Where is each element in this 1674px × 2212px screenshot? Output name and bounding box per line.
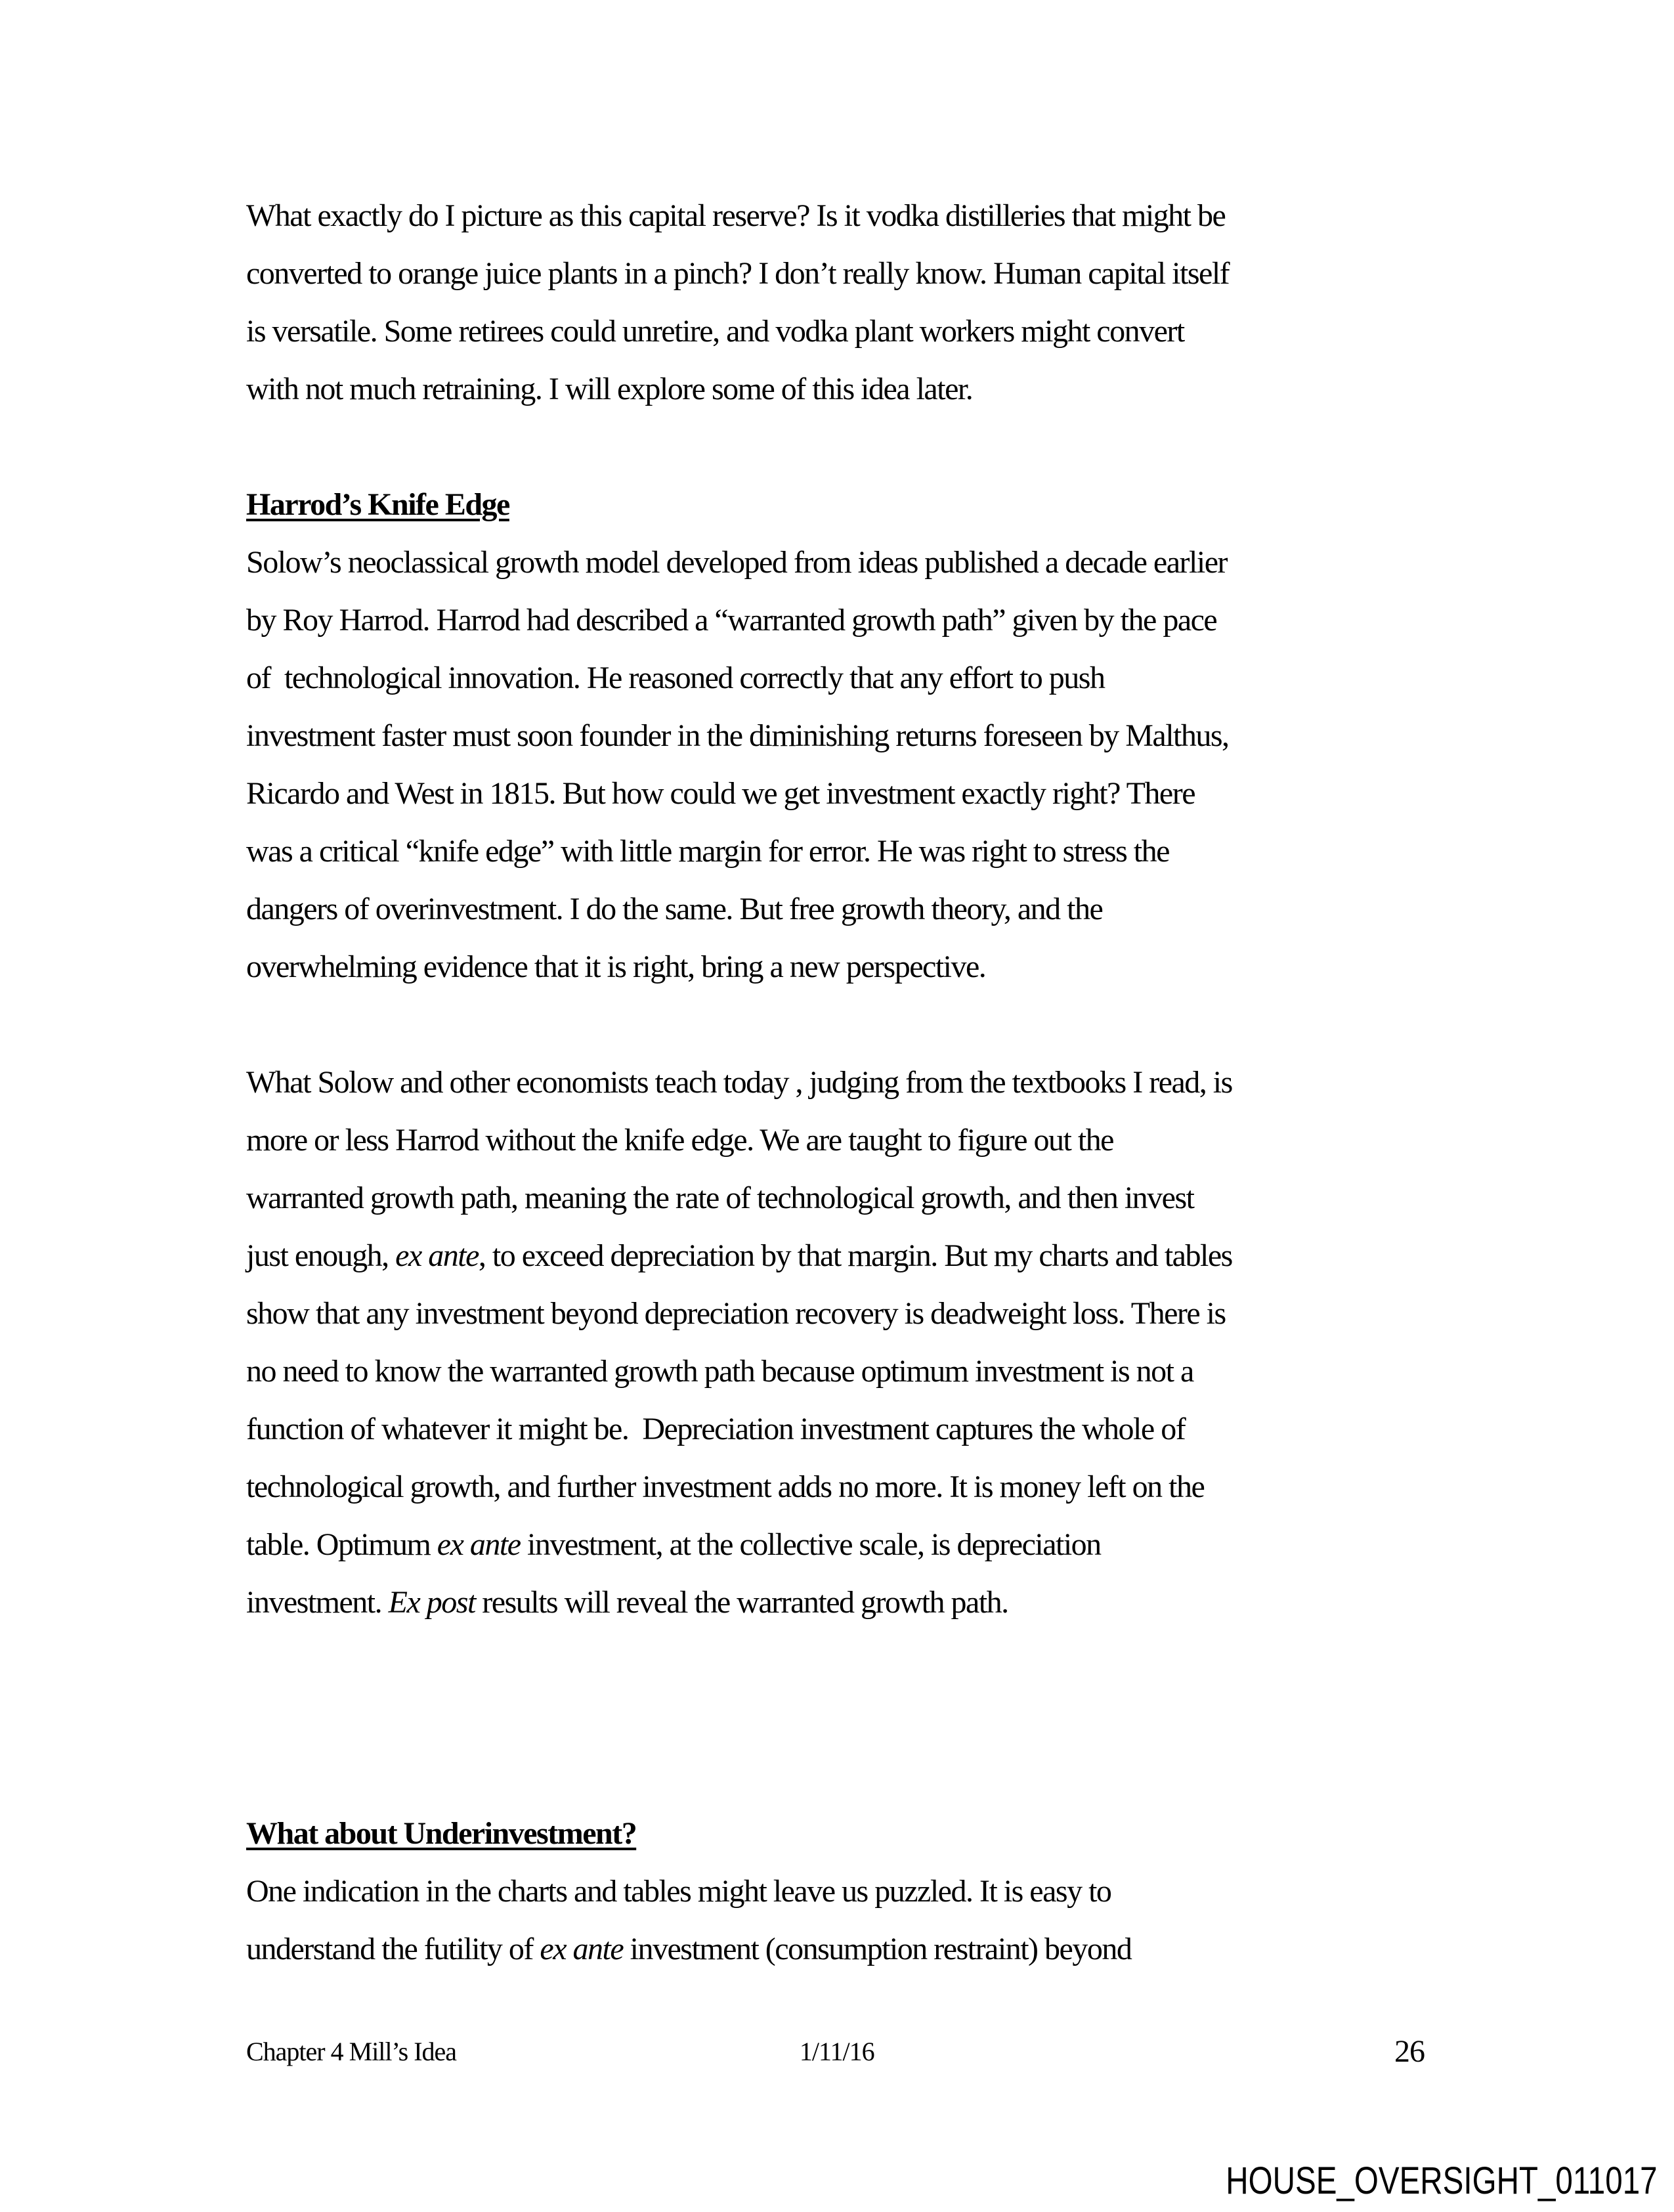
- text-line: [246, 1169, 1428, 1227]
- line-spacer: [246, 1632, 1428, 1689]
- text-run: , to exceed depreciation by that margin. But my charts and tables: [478, 1238, 1232, 1273]
- section-heading: [246, 476, 1428, 534]
- text-line: [246, 245, 1428, 303]
- text-run: investment (consumption restraint) beyond: [623, 1932, 1132, 1966]
- text-line: [246, 1458, 1428, 1516]
- text-run: understand the futility of: [246, 1932, 540, 1966]
- text-line: [246, 360, 1428, 418]
- text-run: What about Underinvestment?: [246, 1816, 637, 1851]
- text-run: results will reveal the warranted growth path.: [475, 1585, 1008, 1620]
- text-run: more or less Harrod without the knife edge. We are taught to figure out the: [246, 1123, 1113, 1158]
- text-line: [246, 880, 1428, 938]
- line-spacer: [246, 996, 1428, 1054]
- text-line: [246, 1400, 1428, 1458]
- text-run: by Roy Harrod. Harrod had described a “warranted growth path” given by the pace: [246, 603, 1217, 638]
- text-line: [246, 1112, 1428, 1169]
- heading-text: [246, 487, 509, 522]
- text-run: is versatile. Some retirees could unretire, and vodka plant workers might convert: [246, 314, 1184, 349]
- line-spacer: [246, 418, 1428, 476]
- paragraph: [246, 534, 1428, 996]
- text-run: Solow’s neoclassical growth model developed from ideas published a decade earlier: [246, 545, 1227, 580]
- document-body: [246, 187, 1428, 1978]
- text-run: investment.: [246, 1585, 389, 1620]
- footer-chapter-label: Chapter 4 Mill’s Idea: [246, 2037, 457, 2066]
- line-spacer: [246, 1689, 1428, 1747]
- text-run: investment, at the collective scale, is depreciation: [520, 1527, 1101, 1562]
- text-run: warranted growth path, meaning the rate of technological growth, and then invest: [246, 1181, 1194, 1215]
- text-line: [246, 765, 1428, 823]
- text-line: [246, 1516, 1428, 1574]
- text-line: [246, 938, 1428, 996]
- text-line: [246, 534, 1428, 592]
- italic-text-run: Ex post: [388, 1585, 475, 1620]
- text-run: converted to orange juice plants in a pinch? I don’t really know. Human capital itself: [246, 256, 1230, 291]
- text-line: [246, 1805, 1428, 1863]
- paragraph: [246, 1863, 1428, 1978]
- italic-text-run: ex ante: [395, 1238, 479, 1273]
- text-run: no need to know the warranted growth path because optimum investment is not a: [246, 1354, 1193, 1389]
- text-line: [246, 187, 1428, 245]
- text-line: [246, 823, 1428, 880]
- text-line: [246, 476, 1428, 534]
- italic-text-run: ex ante: [540, 1932, 624, 1966]
- bates-stamp: HOUSE_OVERSIGHT_011017: [1226, 2159, 1658, 2202]
- text-run: of technological innovation. He reasoned correctly that any effort to push: [246, 661, 1105, 695]
- section-heading: [246, 1805, 1428, 1863]
- text-run: technological growth, and further investment adds no more. It is money left on the: [246, 1469, 1205, 1504]
- page-number: 26: [1394, 2034, 1425, 2069]
- text-line: [246, 303, 1428, 360]
- text-run: was a critical “knife edge” with little margin for error. He was right to stress the: [246, 834, 1169, 869]
- paragraph: [246, 1054, 1428, 1632]
- footer-date: 1/11/16: [799, 2037, 874, 2066]
- text-run: show that any investment beyond depreciation recovery is deadweight loss. There is: [246, 1296, 1226, 1331]
- italic-text-run: ex ante: [437, 1527, 521, 1562]
- text-run: dangers of overinvestment. I do the same. But free growth theory, and the: [246, 892, 1103, 926]
- paragraph: [246, 187, 1428, 418]
- text-run: One indication in the charts and tables might leave us puzzled. It is easy to: [246, 1874, 1111, 1909]
- text-run: function of whatever it might be. Depreciation investment captures the whole of: [246, 1412, 1186, 1446]
- text-run: What Solow and other economists teach today , judging from the textbooks I read, is: [246, 1065, 1232, 1100]
- text-run: table. Optimum: [246, 1527, 437, 1562]
- text-line: [246, 707, 1428, 765]
- text-run: Harrod’s Knife Edge: [246, 487, 509, 522]
- text-run: with not much retraining. I will explore some of this idea later.: [246, 372, 973, 406]
- line-spacer: [246, 1747, 1428, 1805]
- text-line: [246, 1574, 1428, 1632]
- text-line: [246, 1920, 1428, 1978]
- text-line: [246, 1285, 1428, 1343]
- heading-text: [246, 1816, 636, 1851]
- text-line: [246, 649, 1428, 707]
- page-footer: [246, 2035, 1425, 2075]
- text-line: [246, 1227, 1428, 1285]
- text-run: Ricardo and West in 1815. But how could we get investment exactly right? There: [246, 776, 1195, 811]
- text-line: [246, 1054, 1428, 1112]
- text-run: investment faster must soon founder in the diminishing returns foreseen by Malthus,: [246, 718, 1229, 753]
- text-run: What exactly do I picture as this capital reserve? Is it vodka distilleries that might be: [246, 198, 1226, 233]
- text-run: just enough,: [246, 1238, 396, 1273]
- text-line: [246, 592, 1428, 649]
- text-run: overwhelming evidence that it is right, bring a new perspective.: [246, 949, 986, 984]
- text-line: [246, 1343, 1428, 1400]
- text-line: [246, 1863, 1428, 1920]
